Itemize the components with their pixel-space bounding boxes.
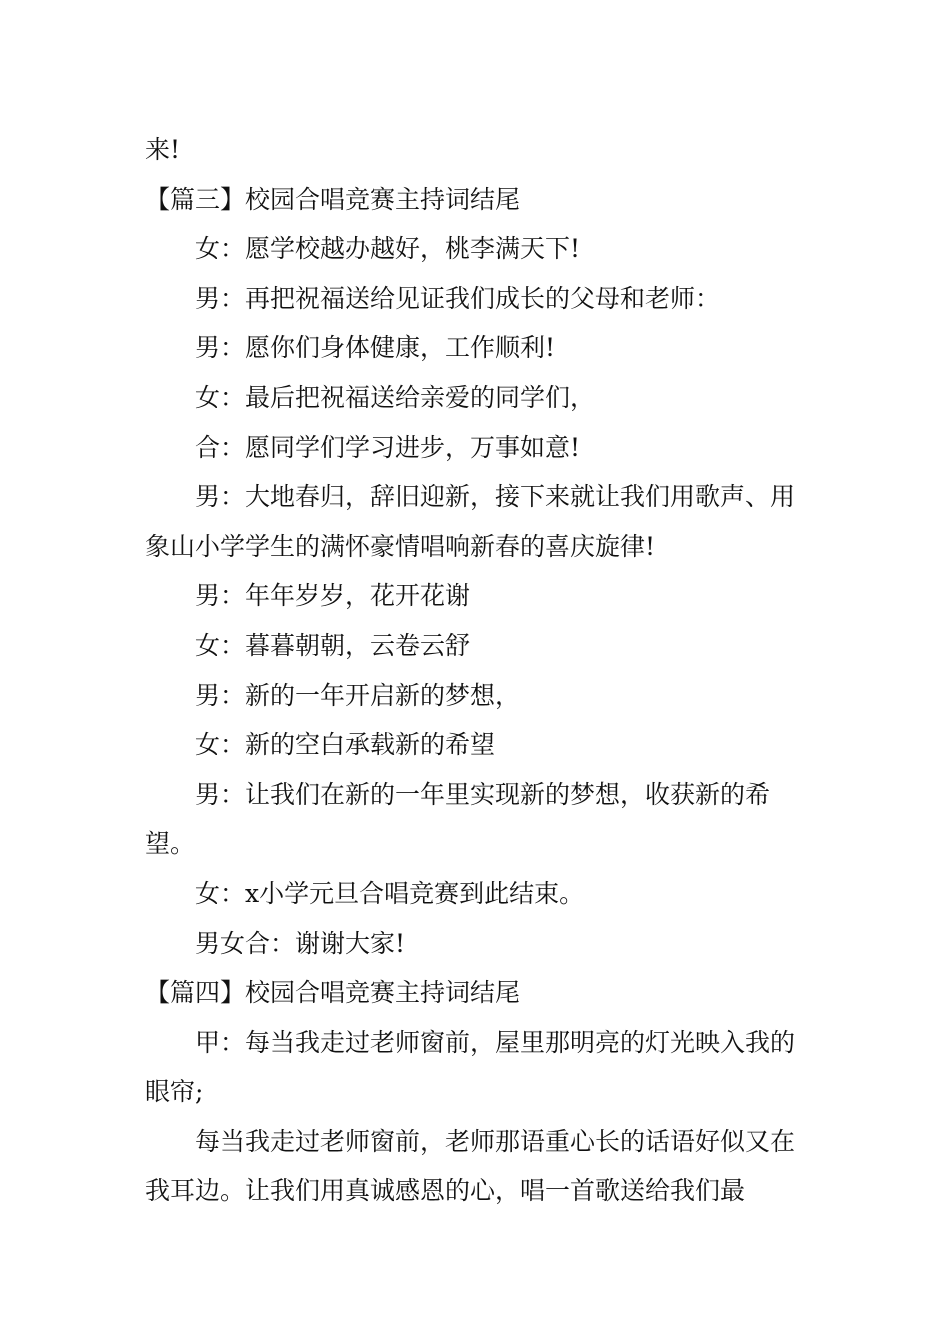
- dialogue-line: 男：年年岁岁，花开花谢: [195, 581, 471, 611]
- document-body: [145, 125, 807, 1216]
- dialogue-line: 男：大地春归，辞旧迎新，接下来就让我们用歌声、用象山小学学生的满怀豪情唱响新春的喜庆旋律!: [145, 482, 796, 561]
- dialogue-line: 男：新的一年开启新的梦想，: [195, 680, 521, 710]
- dialogue-line: 男：愿你们身体健康，工作顺利!: [195, 333, 556, 363]
- dialogue-line: 合：愿同学们学习进步，万事如意!: [195, 432, 581, 462]
- dialogue-line: 男：再把祝福送给见证我们成长的父母和老师：: [195, 283, 721, 313]
- dialogue-line: 男女合：谢谢大家!: [195, 928, 406, 958]
- dialogue-line: 甲：每当我走过老师窗前，屋里那明亮的灯光映入我的眼帘;: [145, 1027, 796, 1107]
- dialogue-line: 女：愿学校越办越好，桃李满天下!: [195, 234, 581, 264]
- dialogue-line: 女：新的空白承载新的希望: [195, 730, 496, 760]
- section-heading-part-four: 【篇四】校园合唱竞赛主持词结尾: [145, 978, 521, 1008]
- section-heading-part-three: 【篇三】校园合唱竞赛主持词结尾: [145, 184, 521, 214]
- dialogue-line: 男：让我们在新的一年里实现新的梦想，收获新的希望。: [145, 779, 771, 859]
- dialogue-line: 女：x小学元旦合唱竞赛到此结束。: [195, 878, 585, 908]
- paragraph-continuation: 来!: [145, 135, 181, 164]
- dialogue-line: 女：最后把祝福送给亲爱的同学们，: [195, 382, 596, 412]
- dialogue-line: 女：暮暮朝朝，云卷云舒: [195, 630, 471, 660]
- dialogue-line: 每当我走过老师窗前，老师那语重心长的话语好似又在我耳边。让我们用真诚感恩的心，唱一首歌送给我们最: [145, 1126, 796, 1206]
